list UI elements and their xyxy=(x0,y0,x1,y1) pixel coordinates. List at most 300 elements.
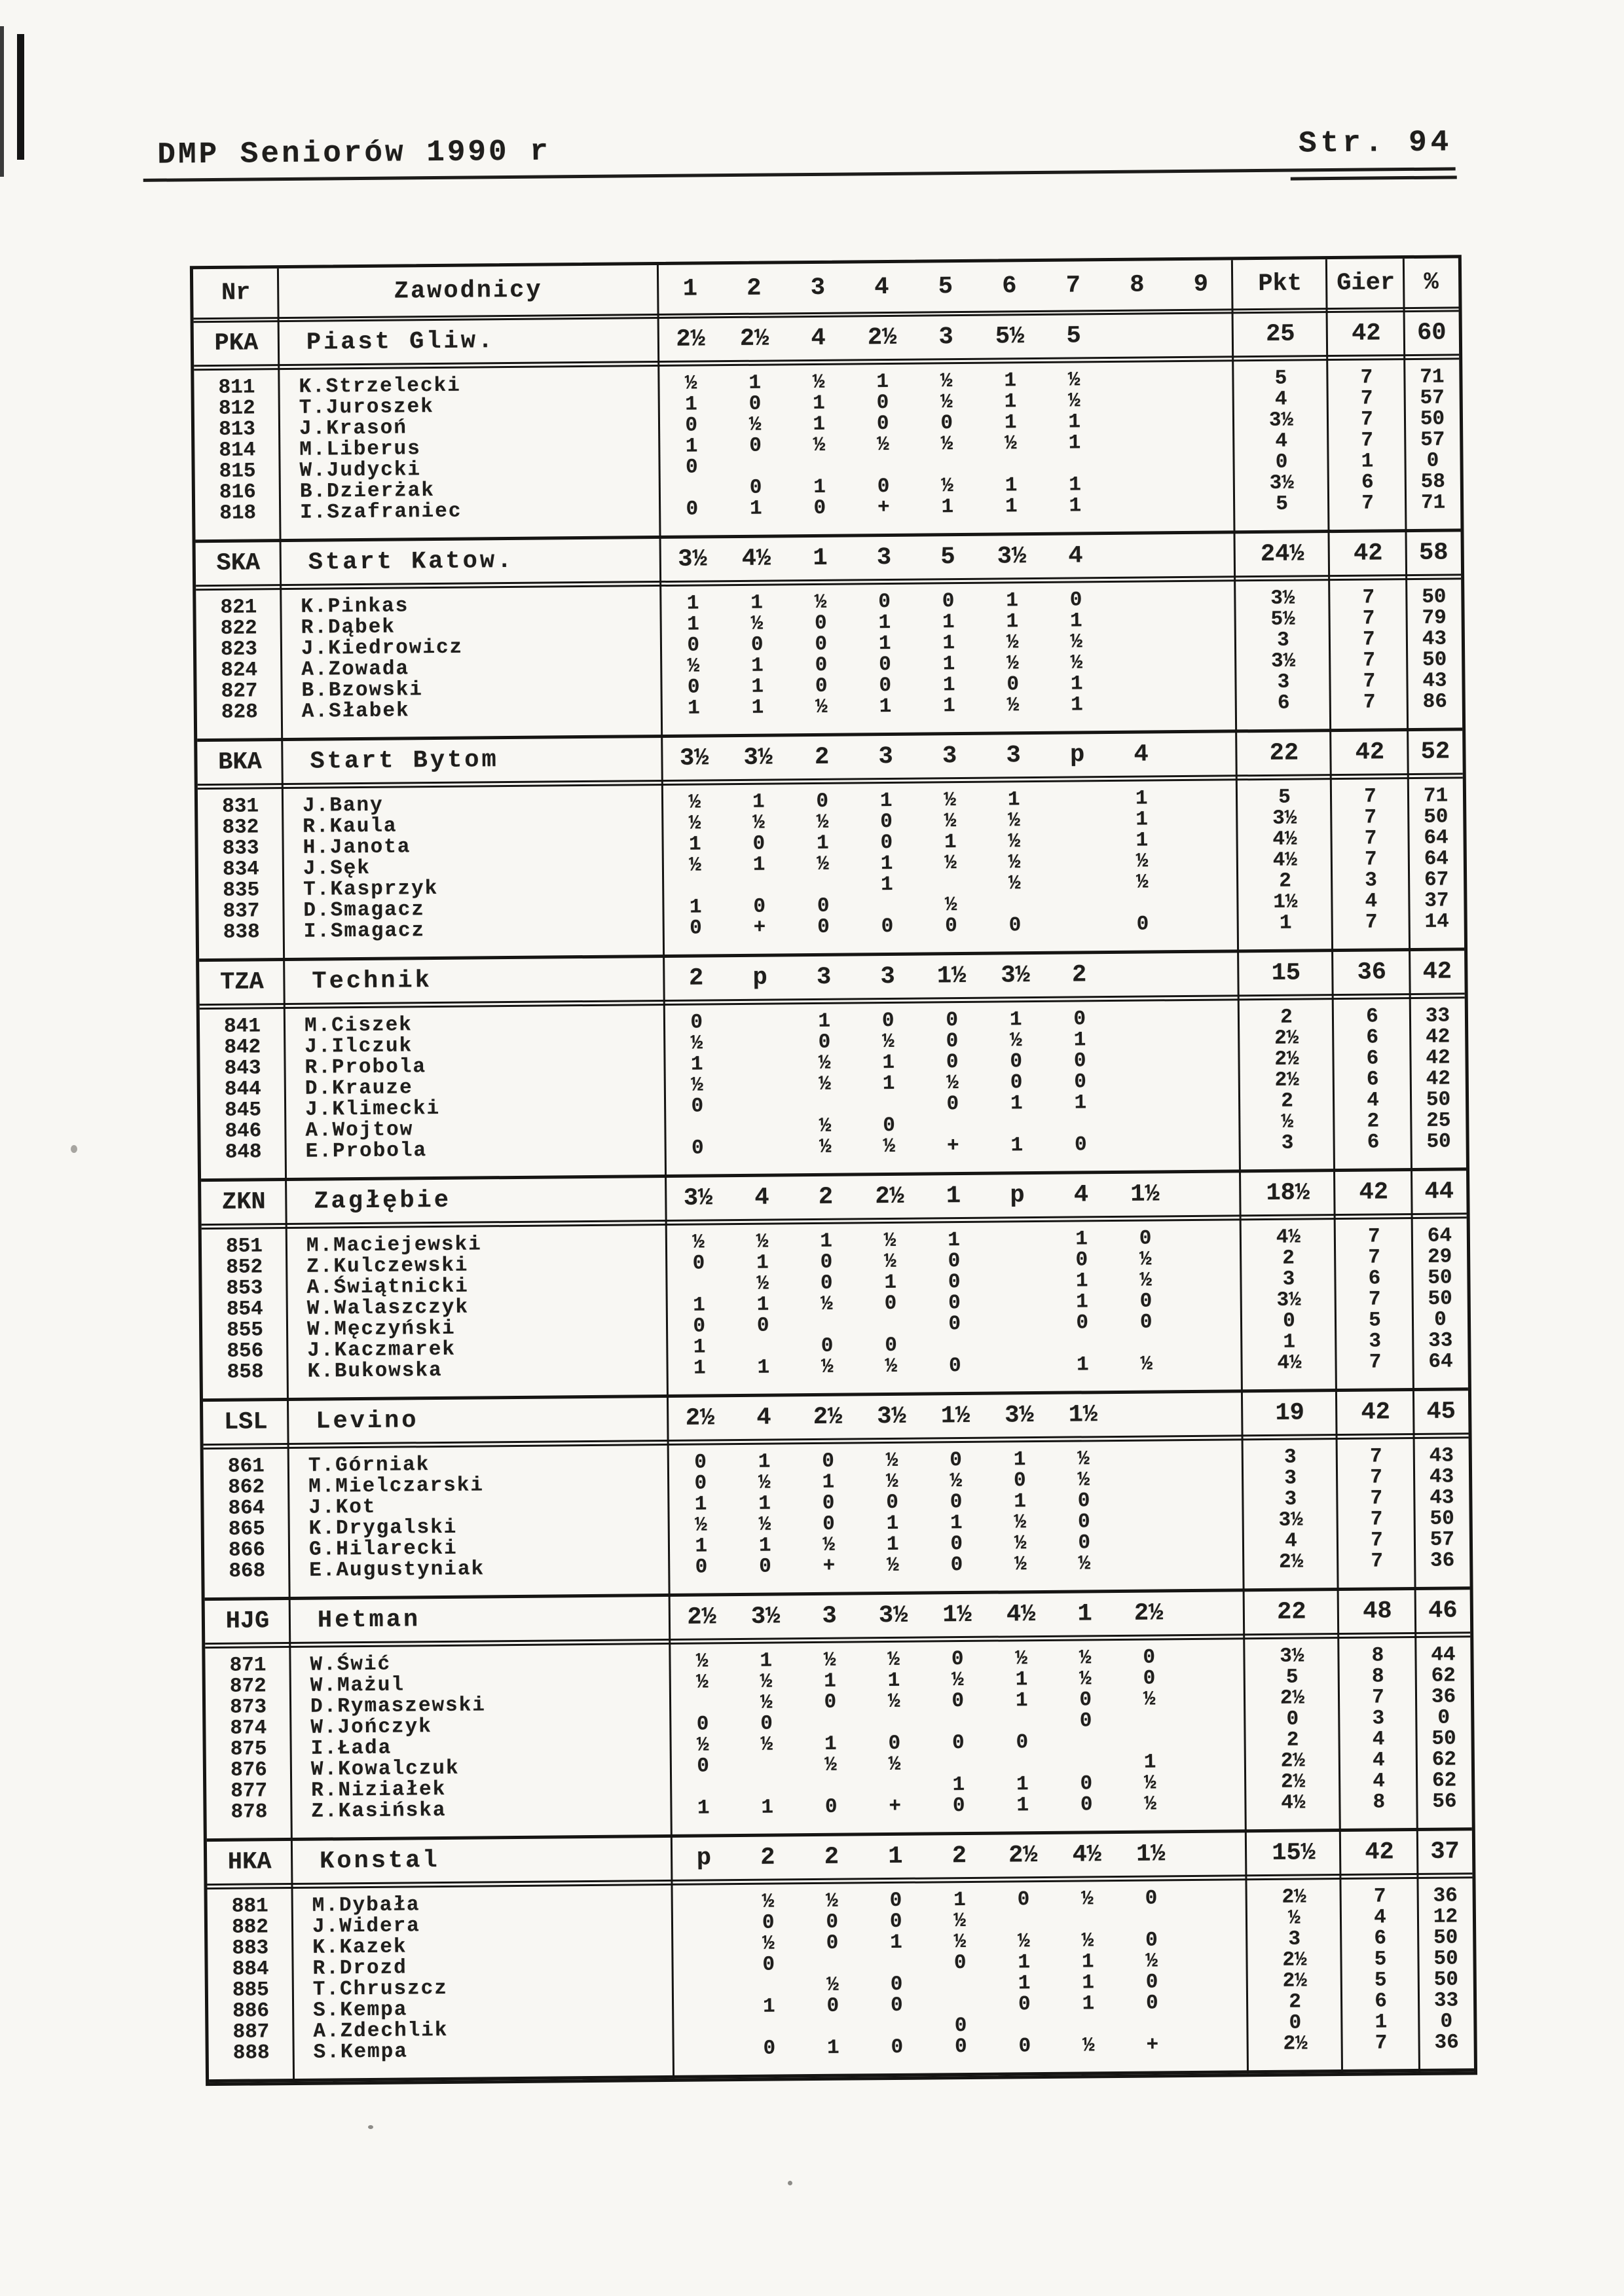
player-round-result-cell: 0 xyxy=(749,434,762,458)
player-round-result-cell: 0 xyxy=(946,1092,959,1116)
player-round-result-cell xyxy=(1171,504,1234,505)
team-name-cell: Piast Gliw. xyxy=(306,327,496,357)
player-round-result-cell: 1 xyxy=(886,1512,899,1535)
team-round-result-cell: p xyxy=(752,964,767,992)
document-header xyxy=(143,124,1456,181)
player-round-result-cell: 0 xyxy=(687,675,700,699)
team-section xyxy=(203,1391,1470,1601)
player-name-cell: J.Klimecki xyxy=(304,1097,441,1121)
player-games-cell: 7 xyxy=(1370,1507,1383,1531)
team-round-result-cell: 3 xyxy=(876,543,892,572)
player-name-cell: E.Augustyniak xyxy=(309,1557,485,1582)
player-round-result-cell: ½ xyxy=(813,433,826,457)
player-games-cell: 1 xyxy=(1375,2010,1388,2034)
team-games-cell: 42 xyxy=(1351,319,1381,348)
player-round-result-cell: ½ xyxy=(1008,829,1021,853)
player-round-result-cell: 1 xyxy=(762,1995,775,2018)
player-round-result-cell: 1 xyxy=(685,393,697,416)
player-games-cell: 7 xyxy=(1375,2031,1388,2055)
player-round-result-cell xyxy=(1046,903,1110,904)
player-points-cell: 3½ xyxy=(1272,807,1297,830)
team-round-result-cell: 3 xyxy=(878,742,894,771)
player-name-cell: R.Kaula xyxy=(303,814,397,839)
player-round-result-cell: 0 xyxy=(685,455,698,479)
player-round-result-cell: 1 xyxy=(1004,410,1017,434)
player-round-result-cell: 0 xyxy=(1079,1688,1092,1711)
player-round-result-cell: 1 xyxy=(816,831,829,855)
player-nr-cell: 814 xyxy=(219,438,256,462)
team-round-result-cell: 4½ xyxy=(741,545,771,573)
team-round-result-cell xyxy=(1107,555,1171,556)
player-round-result-cell: ½ xyxy=(822,1533,836,1557)
player-round-result-cell xyxy=(986,1239,1049,1240)
player-points-cell: 3½ xyxy=(1270,587,1295,610)
player-nr-cell: 822 xyxy=(220,616,257,640)
player-points-cell: 3 xyxy=(1284,1487,1297,1511)
player-round-result-cell xyxy=(986,1302,1050,1303)
player-nr-cell: 815 xyxy=(219,459,256,483)
player-round-result-cell: 0 xyxy=(820,1271,833,1295)
player-round-result-cell: ½ xyxy=(1143,1687,1156,1711)
player-round-result-cell: 1 xyxy=(826,2036,840,2060)
player-name-cell: M.Ciszek xyxy=(304,1013,413,1038)
player-name-cell: B.Bzowski xyxy=(301,678,424,702)
player-round-result-cell xyxy=(987,1323,1050,1324)
player-round-result-cell xyxy=(1174,860,1238,861)
player-round-result-cell: ½ xyxy=(1006,651,1019,675)
player-round-result-cell: 0 xyxy=(951,1731,965,1755)
player-round-result-cell: 0 xyxy=(952,1794,965,1817)
player-games-cell: 6 xyxy=(1374,1926,1387,1950)
team-players-block xyxy=(194,359,1460,543)
player-round-result-cell: 0 xyxy=(890,1973,903,1996)
player-round-result-cell xyxy=(1182,1740,1246,1741)
player-games-cell: 7 xyxy=(1364,847,1377,871)
player-points-cell: 4 xyxy=(1274,388,1287,411)
player-round-result-cell xyxy=(1182,1803,1246,1804)
player-round-result-cell: ½ xyxy=(1006,693,1020,717)
player-round-result-cell: 0 xyxy=(690,1010,703,1034)
player-round-result-cell: 1 xyxy=(1015,1667,1028,1691)
player-percent-cell: 71 xyxy=(1420,491,1446,515)
player-percent-cell: 62 xyxy=(1431,1768,1457,1793)
team-points-cell: 19 xyxy=(1275,1398,1305,1427)
player-round-result-cell: ½ xyxy=(883,1229,896,1252)
player-round-result-cell xyxy=(788,465,851,466)
player-round-result-cell: 1 xyxy=(760,1649,773,1673)
player-percent-cell: 43 xyxy=(1429,1444,1454,1468)
player-nr-cell: 874 xyxy=(230,1716,267,1740)
player-points-cell: 4½ xyxy=(1281,1791,1306,1815)
player-points-cell: 3½ xyxy=(1280,1644,1304,1668)
player-round-result-cell: 1 xyxy=(1018,1971,1031,1995)
player-round-result-cell: 0 xyxy=(1078,1531,1091,1554)
player-round-result-cell xyxy=(864,1963,928,1964)
col-header-round: 3 xyxy=(810,274,826,302)
player-percent-cell: 50 xyxy=(1428,1286,1452,1311)
player-round-result-cell xyxy=(1173,818,1237,819)
player-points-cell: 4½ xyxy=(1277,1351,1302,1375)
player-round-result-cell xyxy=(1180,1541,1244,1542)
player-round-result-cell: 1 xyxy=(1013,1448,1026,1471)
team-points-cell: 22 xyxy=(1276,1597,1306,1626)
player-round-result-cell: 1 xyxy=(688,832,701,856)
team-round-result-cell: 1½ xyxy=(940,1402,970,1430)
player-round-result-cell: 0 xyxy=(685,414,698,437)
player-games-cell: 7 xyxy=(1362,606,1375,630)
player-round-result-cell: 1 xyxy=(752,790,765,814)
col-header-round: 2 xyxy=(747,274,762,302)
player-games-cell: 6 xyxy=(1375,1989,1388,2013)
player-round-result-cell xyxy=(1106,379,1170,380)
player-nr-cell: 855 xyxy=(227,1318,264,1342)
player-round-result-cell: ½ xyxy=(752,811,766,835)
player-round-result-cell: 0 xyxy=(814,611,827,635)
col-header-round: 4 xyxy=(874,273,889,301)
player-games-cell: 3 xyxy=(1369,1329,1382,1353)
player-points-cell: 4 xyxy=(1284,1529,1297,1553)
player-round-result-cell: 1 xyxy=(758,1450,771,1474)
player-percent-cell: 36 xyxy=(1430,1548,1455,1573)
player-round-result-cell xyxy=(1184,2002,1247,2003)
player-round-result-cell: 1 xyxy=(685,434,698,458)
player-round-result-cell xyxy=(859,1324,923,1325)
player-round-result-cell: 1 xyxy=(693,1356,706,1380)
player-round-result-cell: ½ xyxy=(1015,1647,1028,1670)
team-section xyxy=(205,1590,1472,1842)
player-round-result-cell: 0 xyxy=(821,1334,834,1358)
player-round-result-cell xyxy=(729,1105,793,1106)
team-round-result-cell: 2½ xyxy=(687,1603,717,1631)
player-round-result-cell: 1 xyxy=(950,1511,963,1535)
player-round-result-cell: ½ xyxy=(814,591,827,614)
player-round-result-cell: 0 xyxy=(946,1029,959,1053)
player-round-result-cell xyxy=(1184,1960,1247,1961)
player-nr-cell: 844 xyxy=(224,1077,261,1101)
player-percent-cell: 0 xyxy=(1437,1706,1450,1730)
player-points-cell: 3½ xyxy=(1269,471,1295,495)
col-header-players: Zawodnicy xyxy=(394,276,543,306)
team-round-result-cell xyxy=(1111,974,1175,975)
player-round-result-cell xyxy=(1170,441,1234,442)
player-round-result-cell: ½ xyxy=(758,1471,771,1495)
player-round-result-cell xyxy=(735,1786,799,1787)
player-points-cell: 6 xyxy=(1277,691,1290,715)
player-round-result-cell: 0 xyxy=(950,1490,963,1514)
team-round-result-cell: 3 xyxy=(816,963,832,991)
player-round-result-cell: + xyxy=(822,1554,836,1578)
player-games-cell: 2 xyxy=(1367,1109,1380,1133)
player-round-result-cell xyxy=(737,1985,800,1986)
player-points-cell: 2½ xyxy=(1282,1885,1306,1909)
player-round-result-cell xyxy=(990,1763,1054,1764)
player-games-cell: 7 xyxy=(1365,910,1378,934)
player-round-result-cell xyxy=(729,1147,793,1148)
player-name-cell: S.Kempa xyxy=(312,1997,408,2022)
player-nr-cell: 842 xyxy=(224,1035,261,1059)
player-nr-cell: 872 xyxy=(229,1674,267,1698)
team-round-result-cell xyxy=(1105,335,1169,336)
page-number: Str. 94 xyxy=(1298,125,1453,161)
team-section xyxy=(197,731,1464,962)
player-round-result-cell: 0 xyxy=(815,632,828,656)
player-round-result-cell xyxy=(1174,881,1238,882)
player-round-result-cell: ½ xyxy=(885,1355,898,1378)
team-games-cell: 42 xyxy=(1353,539,1383,568)
player-nr-cell: 871 xyxy=(229,1653,267,1677)
player-games-cell: 7 xyxy=(1361,428,1374,452)
player-round-result-cell: ½ xyxy=(1079,1646,1092,1669)
player-points-cell: 3 xyxy=(1281,1131,1294,1155)
player-round-result-cell xyxy=(667,1284,730,1285)
player-round-result-cell: 0 xyxy=(1006,672,1020,696)
team-round-result-cell: 3 xyxy=(942,742,957,770)
player-points-cell: 2 xyxy=(1289,1990,1302,2014)
player-round-result-cell: 1 xyxy=(751,654,764,678)
player-round-result-cell: 1 xyxy=(886,1533,899,1556)
player-name-cell: W.Świć xyxy=(310,1652,392,1677)
team-games-cell: 48 xyxy=(1362,1597,1392,1626)
player-name-cell: D.Krauze xyxy=(304,1076,413,1101)
team-round-result-cell: 3½ xyxy=(750,1602,781,1631)
player-round-result-cell: ½ xyxy=(1014,1531,1027,1555)
player-round-result-cell xyxy=(1176,1080,1240,1081)
player-round-result-cell xyxy=(1107,421,1170,422)
player-round-result-cell: ½ xyxy=(1005,431,1017,455)
player-nr-cell: 858 xyxy=(227,1360,264,1384)
player-round-result-cell xyxy=(1176,1059,1240,1060)
player-points-cell: 2½ xyxy=(1282,1969,1308,1993)
player-name-cell: T.Chruszcz xyxy=(312,1977,449,2001)
player-percent-cell: 43 xyxy=(1422,627,1447,651)
player-round-result-cell: ½ xyxy=(1006,630,1019,654)
player-games-cell: 6 xyxy=(1366,1025,1379,1049)
player-round-result-cell: ½ xyxy=(1014,1510,1027,1534)
player-round-result-cell xyxy=(1116,1521,1179,1522)
player-nr-cell: 866 xyxy=(228,1538,266,1562)
player-nr-cell: 811 xyxy=(218,375,255,399)
team-round-result-cell: 1 xyxy=(888,1842,903,1870)
player-round-result-cell: 0 xyxy=(883,1114,896,1137)
player-round-result-cell: 1 xyxy=(813,392,825,415)
team-players-block xyxy=(200,998,1466,1182)
player-name-cell: J.Krasoń xyxy=(299,416,408,441)
player-round-result-cell xyxy=(728,1021,792,1022)
player-games-cell: 7 xyxy=(1370,1465,1383,1489)
player-round-result-cell: 1 xyxy=(1135,808,1149,831)
player-nr-cell: 813 xyxy=(219,417,256,441)
player-round-result-cell: 0 xyxy=(946,1008,959,1032)
player-round-result-cell: 0 xyxy=(815,653,828,677)
player-nr-cell: 828 xyxy=(221,700,258,724)
team-round-result-cell: 1½ xyxy=(1068,1400,1098,1429)
player-points-cell: 3½ xyxy=(1270,649,1296,673)
player-round-result-cell: ½ xyxy=(887,1690,900,1713)
player-points-cell: 2 xyxy=(1279,869,1292,893)
player-round-result-cell: 0 xyxy=(884,1292,897,1315)
col-header-round: 8 xyxy=(1130,271,1145,299)
player-round-result-cell: 0 xyxy=(1077,1489,1090,1512)
player-nr-cell: 843 xyxy=(224,1056,261,1080)
player-nr-cell: 827 xyxy=(221,679,258,703)
player-round-result-cell xyxy=(729,1042,792,1043)
player-nr-cell: 864 xyxy=(228,1496,265,1520)
player-round-result-cell: 1 xyxy=(1082,1971,1095,1994)
team-round-result-cell: 2½ xyxy=(739,325,769,353)
team-name-cell: Start Bytom xyxy=(310,746,499,776)
player-round-result-cell: 0 xyxy=(945,914,957,938)
player-nr-cell: 832 xyxy=(222,815,259,839)
player-round-result-cell: + xyxy=(753,916,766,939)
player-percent-cell: 50 xyxy=(1422,585,1447,609)
player-round-result-cell: 0 xyxy=(763,2037,776,2060)
team-round-result-cell: 3½ xyxy=(1005,1401,1034,1429)
player-games-cell: 7 xyxy=(1371,1549,1384,1573)
player-round-result-cell: 1 xyxy=(1005,473,1018,497)
player-nr-cell: 854 xyxy=(226,1297,263,1321)
team-round-result-cell: 3 xyxy=(822,1602,837,1630)
player-round-result-cell: 0 xyxy=(1016,1730,1029,1754)
player-round-result-cell: ½ xyxy=(818,1051,831,1075)
player-round-result-cell: 0 xyxy=(879,653,891,676)
player-games-cell: 6 xyxy=(1366,1046,1379,1070)
player-round-result-cell: 0 xyxy=(686,497,699,521)
player-round-result-cell: 0 xyxy=(694,1450,707,1474)
player-round-result-cell: ½ xyxy=(940,369,953,393)
team-percent-cell: 60 xyxy=(1416,319,1447,347)
player-round-result-cell xyxy=(1177,1237,1241,1238)
player-percent-cell: 29 xyxy=(1427,1245,1452,1269)
team-round-result-cell: 5½ xyxy=(995,322,1025,351)
player-percent-cell: 14 xyxy=(1424,910,1449,934)
player-round-result-cell: 0 xyxy=(878,590,891,613)
player-round-result-cell: ½ xyxy=(887,1648,900,1671)
player-round-result-cell xyxy=(1173,703,1236,704)
player-round-result-cell xyxy=(1116,1500,1179,1501)
player-round-result-cell: 0 xyxy=(822,1491,835,1515)
player-round-result-cell xyxy=(1180,1562,1244,1563)
player-round-result-cell: 1 xyxy=(948,1228,961,1252)
player-name-cell: R.Niziałek xyxy=(311,1777,447,1802)
player-round-result-cell: ½ xyxy=(688,790,701,814)
team-name-cell: Technik xyxy=(312,966,433,996)
player-name-cell: D.Rymaszewski xyxy=(310,1693,487,1719)
player-round-result-cell: 0 xyxy=(687,633,700,657)
player-points-cell: 5 xyxy=(1274,367,1287,390)
team-round-result-cell: 2 xyxy=(818,1183,834,1211)
player-nr-cell: 873 xyxy=(230,1695,267,1719)
player-round-result-cell xyxy=(1112,1060,1175,1061)
team-round-result-cell: 3½ xyxy=(743,744,773,772)
player-percent-cell: 25 xyxy=(1426,1109,1451,1133)
player-round-result-cell: 0 xyxy=(820,1250,833,1274)
player-percent-cell: 64 xyxy=(1427,1224,1452,1248)
player-round-result-cell: 0 xyxy=(890,1994,903,2017)
player-round-result-cell: 1 xyxy=(748,371,762,395)
player-round-result-cell xyxy=(1170,399,1234,400)
player-round-result-cell: 0 xyxy=(1145,1886,1158,1910)
player-round-result-cell: ½ xyxy=(1081,1929,1094,1952)
player-round-result-cell: 1 xyxy=(751,675,764,699)
player-points-cell: 4½ xyxy=(1276,1226,1301,1249)
player-round-result-cell xyxy=(1178,1342,1242,1343)
player-nr-cell: 885 xyxy=(232,1978,269,2002)
player-nr-cell: 838 xyxy=(223,920,260,944)
player-round-result-cell: ½ xyxy=(1139,1268,1153,1292)
player-games-cell: 7 xyxy=(1364,805,1377,829)
player-round-result-cell: 0 xyxy=(694,1471,707,1495)
player-round-result-cell: 0 xyxy=(692,1251,705,1275)
team-players-block xyxy=(208,1878,1475,2083)
player-percent-cell: 67 xyxy=(1424,868,1449,892)
player-name-cell: I.Łada xyxy=(310,1736,392,1760)
player-round-result-cell: 0 xyxy=(695,1555,708,1579)
player-percent-cell: 57 xyxy=(1420,428,1445,452)
player-round-result-cell: 0 xyxy=(1010,1049,1023,1073)
player-round-result-cell xyxy=(1181,1719,1245,1720)
player-percent-cell: 36 xyxy=(1431,1685,1456,1709)
player-round-result-cell xyxy=(1177,1279,1241,1280)
team-section xyxy=(196,532,1463,742)
player-round-result-cell xyxy=(791,884,855,885)
player-round-result-cell xyxy=(1172,682,1236,683)
player-round-result-cell: 1 xyxy=(756,1251,769,1275)
player-round-result-cell: 0 xyxy=(1018,2034,1031,2058)
player-points-cell: 2 xyxy=(1280,1006,1293,1029)
player-round-result-cell: 1 xyxy=(813,412,826,436)
player-games-cell: 4 xyxy=(1372,1727,1385,1751)
player-round-result-cell: ½ xyxy=(944,809,957,833)
player-name-cell: W.Kowalczuk xyxy=(310,1757,460,1781)
team-round-result-cell: 1 xyxy=(813,544,828,572)
team-round-result-cell: 5 xyxy=(1066,321,1081,350)
player-round-result-cell: 0 xyxy=(1074,1133,1087,1157)
team-round-result-cell: 3 xyxy=(1006,741,1021,769)
player-points-cell: 4½ xyxy=(1272,828,1297,851)
player-name-cell: W.Męczyński xyxy=(306,1317,456,1341)
team-round-result-cell: 4 xyxy=(754,1184,769,1212)
team-code-cell: HKA xyxy=(227,1848,272,1876)
player-round-result-cell: 0 xyxy=(1008,913,1022,937)
player-round-result-cell: 1 xyxy=(1082,1992,1095,2015)
player-name-cell: J.Bany xyxy=(302,793,384,818)
player-round-result-cell xyxy=(1107,463,1170,464)
player-round-result-cell: 1 xyxy=(1081,1950,1094,1973)
player-nr-cell: 887 xyxy=(232,2020,270,2044)
team-players-block xyxy=(205,1637,1472,1842)
player-percent-cell: 0 xyxy=(1440,2010,1453,2033)
player-games-cell: 5 xyxy=(1374,1947,1387,1971)
player-percent-cell: 0 xyxy=(1434,1308,1447,1332)
player-round-result-cell: ½ xyxy=(951,1668,964,1692)
player-round-result-cell: 0 xyxy=(881,1009,895,1032)
player-round-result-cell xyxy=(1112,1039,1175,1040)
player-name-cell: K.Strzelecki xyxy=(299,374,461,399)
player-round-result-cell: 1 xyxy=(1010,1091,1023,1115)
team-code-cell: ZKN xyxy=(221,1188,266,1216)
player-games-cell: 5 xyxy=(1369,1308,1381,1332)
player-round-result-cell: ½ xyxy=(1070,630,1083,654)
player-name-cell: W.Mażul xyxy=(310,1673,405,1698)
player-round-result-cell: 0 xyxy=(948,1354,961,1377)
player-round-result-cell: 1 xyxy=(1016,1772,1029,1796)
player-round-result-cell xyxy=(1176,1101,1240,1102)
player-percent-cell: 43 xyxy=(1429,1465,1454,1489)
player-nr-cell: 824 xyxy=(221,658,258,682)
player-round-result-cell: 1 xyxy=(879,789,893,812)
player-round-result-cell: 1 xyxy=(1006,589,1019,612)
team-percent-cell: 42 xyxy=(1422,957,1452,986)
